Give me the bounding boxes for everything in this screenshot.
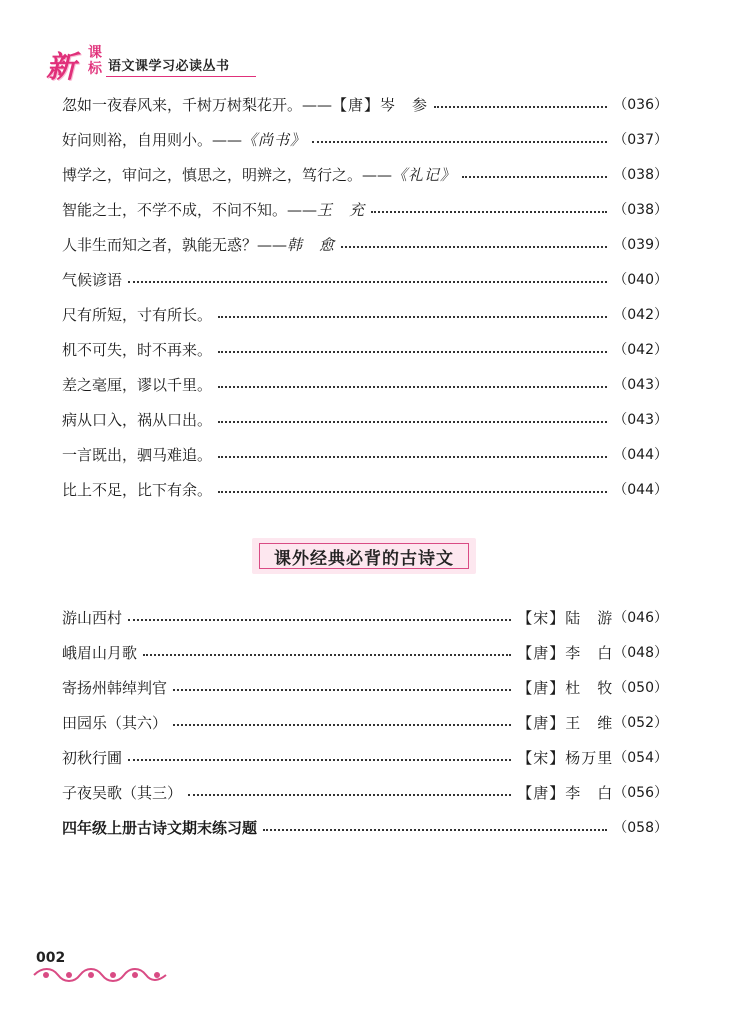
dot-leader: [371, 211, 607, 213]
section-banner: [252, 538, 476, 574]
toc-entry[interactable]: [62, 476, 668, 502]
entry-title: 峨眉山月歌: [62, 643, 138, 662]
entry-page: （054）: [613, 750, 668, 766]
entry-author: 【唐】李 白: [517, 643, 614, 662]
dot-leader: [263, 829, 607, 831]
entry-author: 《礼记》: [392, 165, 457, 184]
entry-page: （039）: [613, 237, 668, 253]
entry-title: 忽如一夜春风来，千树万树梨花开。——: [62, 95, 333, 114]
dot-leader: [128, 759, 511, 761]
entry-title: 好问则裕，自用则小。——: [62, 130, 243, 149]
logo-ke-char: 课: [88, 45, 102, 61]
entry-title: 寄扬州韩绰判官: [62, 678, 168, 697]
page-number: 002: [36, 950, 66, 966]
entry-page: （044）: [613, 447, 668, 463]
dot-leader: [143, 654, 511, 656]
dot-leader: [462, 176, 607, 178]
entry-title: 智能之士，不学不成，不问不知。——: [62, 200, 318, 219]
dot-leader: [218, 351, 607, 353]
toc-entry[interactable]: [62, 336, 668, 362]
entry-title: 病从口入，祸从口出。: [62, 410, 213, 429]
entry-page: （037）: [613, 132, 668, 148]
dot-leader: [218, 421, 607, 423]
series-title: 语文课学习必读丛书: [108, 59, 230, 74]
toc-entry[interactable]: [62, 91, 668, 117]
dot-leader: [218, 386, 607, 388]
entry-page: （046）: [613, 610, 668, 626]
toc-entry[interactable]: [62, 371, 668, 397]
dot-leader: [312, 141, 607, 143]
dot-leader: [434, 106, 607, 108]
entry-page: （036）: [613, 97, 668, 113]
entry-title: 机不可失，时不再来。: [62, 340, 213, 359]
entry-page: （050）: [613, 680, 668, 696]
entry-page: （056）: [613, 785, 668, 801]
entry-title: 田园乐（其六）: [62, 713, 168, 732]
toc-entry[interactable]: [62, 604, 668, 630]
entry-page: （052）: [613, 715, 668, 731]
dot-leader: [188, 794, 511, 796]
dot-leader: [218, 316, 607, 318]
entry-page: （038）: [613, 167, 668, 183]
entry-page: （043）: [613, 377, 668, 393]
toc-entry[interactable]: [62, 266, 668, 292]
toc-entry[interactable]: [62, 161, 668, 187]
section-banner-title: 课外经典必背的古诗文: [259, 543, 469, 569]
entry-title: 人非生而知之者，孰能无惑？——: [62, 235, 288, 254]
toc-entry[interactable]: [62, 674, 668, 700]
entry-page: （043）: [613, 412, 668, 428]
toc-entry[interactable]: [62, 744, 668, 770]
entry-page: （044）: [613, 482, 668, 498]
entry-author: 韩 愈: [287, 235, 336, 254]
toc-entry[interactable]: [62, 441, 668, 467]
toc-entry[interactable]: [62, 814, 668, 840]
entry-author: 王 充: [317, 200, 366, 219]
series-logo: 新: [46, 50, 76, 85]
entry-title: 尺有所短，寸有所长。: [62, 305, 213, 324]
dot-leader: [341, 246, 607, 248]
dot-leader: [218, 491, 607, 493]
toc-entry[interactable]: [62, 231, 668, 257]
toc-entry[interactable]: [62, 709, 668, 735]
entry-author: 【宋】陆 游: [517, 608, 614, 627]
entry-title: 差之毫厘，谬以千里。: [62, 375, 213, 394]
series-header: [40, 42, 300, 85]
toc-entry[interactable]: [62, 779, 668, 805]
entry-title: 一言既出，驷马难追。: [62, 445, 213, 464]
entry-title: 初秋行圃: [62, 748, 123, 767]
dot-leader: [128, 281, 607, 283]
entry-page: （040）: [613, 272, 668, 288]
toc-entry[interactable]: [62, 406, 668, 432]
entry-author: 【宋】杨万里: [517, 748, 614, 767]
entry-page: （058）: [613, 820, 668, 836]
entry-author: 【唐】岑 参: [332, 95, 429, 114]
toc-entry[interactable]: [62, 639, 668, 665]
decorative-scroll-icon: [30, 966, 170, 984]
dot-leader: [218, 456, 607, 458]
entry-title: 博学之，审问之，慎思之，明辨之，笃行之。——: [62, 165, 393, 184]
entry-page: （042）: [613, 342, 668, 358]
entry-author: 【唐】李 白: [517, 783, 614, 802]
entry-author: 【唐】王 维: [517, 713, 614, 732]
logo-biao-char: 标: [88, 61, 102, 77]
entry-page: （048）: [613, 645, 668, 661]
dot-leader: [128, 619, 511, 621]
entry-title: 气候谚语: [62, 270, 123, 289]
entry-title: 比上不足，比下有余。: [62, 480, 213, 499]
entry-page: （038）: [613, 202, 668, 218]
entry-title: 四年级上册古诗文期末练习题: [62, 818, 258, 837]
entry-title: 子夜吴歌（其三）: [62, 783, 183, 802]
entry-page: （042）: [613, 307, 668, 323]
dot-leader: [173, 724, 511, 726]
entry-author: 《尚书》: [242, 130, 307, 149]
entry-title: 游山西村: [62, 608, 123, 627]
header-rule: [106, 76, 256, 77]
dot-leader: [173, 689, 511, 691]
toc-entry[interactable]: [62, 196, 668, 222]
toc-entry[interactable]: [62, 301, 668, 327]
entry-author: 【唐】杜 牧: [517, 678, 614, 697]
toc-entry[interactable]: [62, 126, 668, 152]
